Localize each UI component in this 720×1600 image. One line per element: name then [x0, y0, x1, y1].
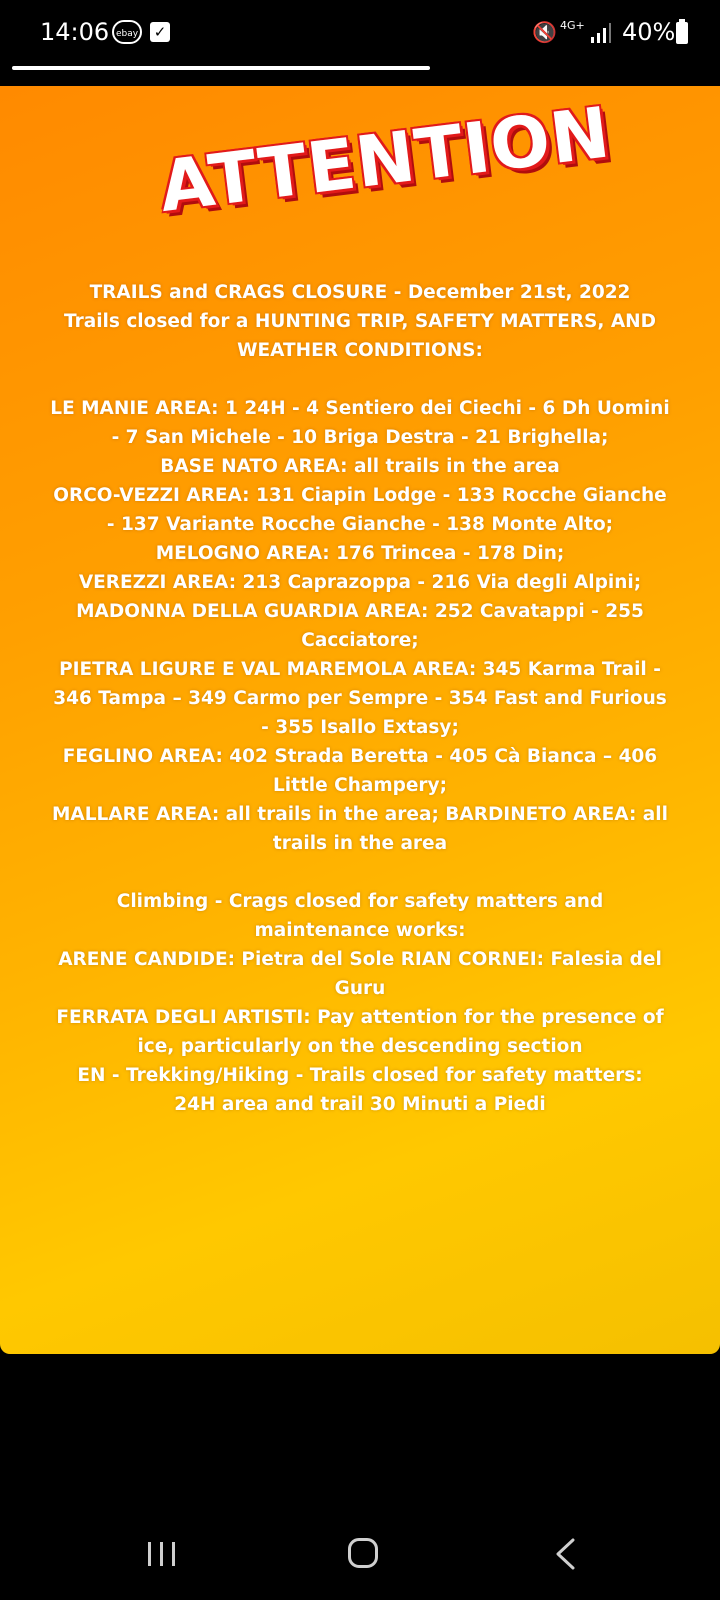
checkbox-notification-icon: ✓ — [150, 22, 170, 42]
closure-notice — [50, 278, 670, 1119]
notice-line: 24H area and trail 30 Minuti a Piedi — [174, 1094, 546, 1115]
story-progress-bar — [12, 66, 430, 70]
status-time: 14:06 — [40, 18, 110, 46]
status-bar — [0, 0, 720, 70]
notice-line: ARENE CANDIDE: Pietra del Sole RIAN CORNEI: Falesia del Guru — [58, 949, 662, 999]
attention-title: ATTENTION — [155, 91, 615, 228]
notice-line: MALLARE AREA: all trails in the area; BARDINETO AREA: all trails in the area — [52, 804, 668, 854]
notice-line: ORCO-VEZZI AREA: 131 Ciapin Lodge - 133 Rocche Gianche - 137 Variante Rocche Gianche - 138 Monte Alto; — [53, 485, 667, 535]
recents-icon[interactable] — [146, 1540, 178, 1568]
notice-line: Climbing - Crags closed for safety matters and maintenance works: — [116, 891, 604, 941]
notice-line: VEREZZI AREA: 213 Caprazoppa - 216 Via degli Alpini; — [78, 572, 642, 593]
notice-line: TRAILS and CRAGS CLOSURE - December 21st, 2022 — [89, 282, 631, 303]
notice-line: FEGLINO AREA: 402 Strada Beretta - 405 Cà Bianca – 406 Little Champery; — [62, 746, 658, 796]
story-panel[interactable] — [0, 86, 720, 1354]
notice-line: MELOGNO AREA: 176 Trincea - 178 Din; — [155, 543, 565, 564]
home-icon[interactable] — [348, 1538, 378, 1568]
notice-line: Trails closed for a HUNTING TRIP, SAFETY MATTERS, AND WEATHER CONDITIONS: — [64, 311, 656, 361]
notice-line: FERRATA DEGLI ARTISTI: Pay attention for the presence of ice, particularly on the descending section — [56, 1007, 664, 1057]
notice-line: MADONNA DELLA GUARDIA AREA: 252 Cavatappi - 255 Cacciatore; — [76, 601, 644, 651]
notice-line: EN - Trekking/Hiking - Trails closed for safety matters: — [77, 1065, 643, 1086]
mute-icon: 🔇 — [532, 20, 557, 44]
ebay-notification-icon: ebay — [112, 20, 142, 44]
signal-icon — [590, 22, 612, 44]
back-icon[interactable] — [553, 1538, 577, 1570]
navigation-bar — [0, 1500, 720, 1600]
notice-line: PIETRA LIGURE E VAL MAREMOLA AREA: 345 Karma Trail - 346 Tampa – 349 Carmo per Sempre - 354 Fast and Furious - 355 Isallo Extasy; — [53, 659, 667, 738]
notice-spacer — [50, 365, 670, 394]
battery-icon — [676, 22, 688, 44]
notice-line: LE MANIE AREA: 1 24H - 4 Sentiero dei Ciechi - 6 Dh Uomini - 7 San Michele - 10 Briga Destra - 21 Brighella; — [50, 398, 670, 448]
battery-percentage: 40% — [622, 18, 676, 46]
network-type-icon: 4G+ — [560, 19, 585, 32]
notice-spacer — [50, 858, 670, 887]
notice-line: BASE NATO AREA: all trails in the area — [160, 456, 560, 477]
